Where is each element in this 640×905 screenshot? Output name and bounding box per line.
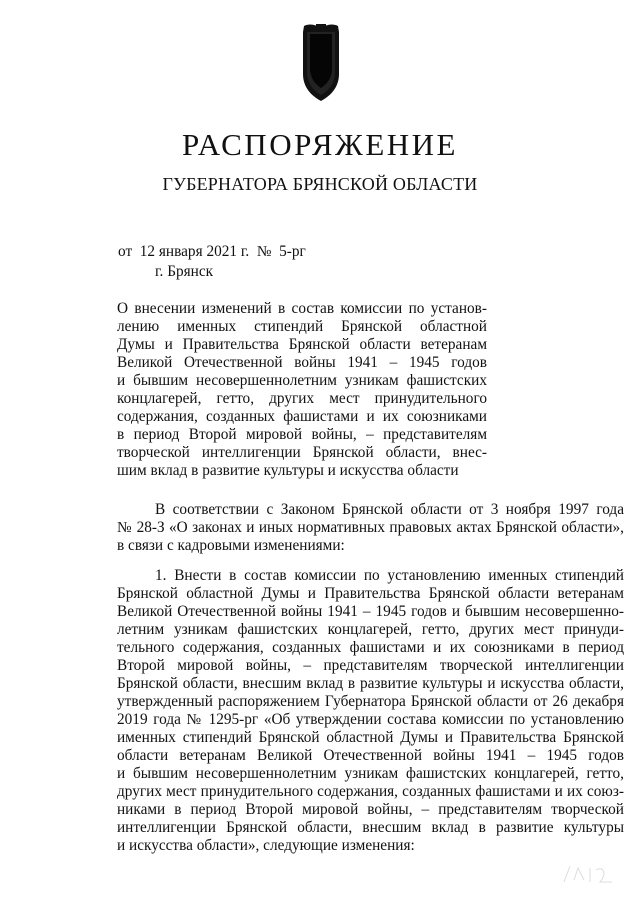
document-subtitle: ГУБЕРНАТОРА БРЯНСКОЙ ОБЛАСТИ xyxy=(162,174,478,194)
paragraph-item-1 xyxy=(117,567,624,855)
coat-of-arms-icon xyxy=(296,22,346,104)
paragraph-line: 2019 года № 1295-рг «Об утверждении состава комиссии по установлению xyxy=(117,711,624,728)
paragraph-line: летним узникам фашистских концлагерей, гетто, других мест принуди- xyxy=(117,621,624,638)
paragraph-line: № 28-З «О законах и иных нормативных правовых актах Брянской области», xyxy=(117,519,624,536)
document-subject xyxy=(117,300,487,480)
subject-line: шим вклад в развитие культуры и искусства области xyxy=(117,462,459,479)
subject-line: О внесении изменений в состав комиссии по установ- xyxy=(117,300,487,317)
subject-line: творческой интеллигенции Брянской области, внес- xyxy=(117,444,487,461)
subject-line: концлагерей, гетто, других мест принудительного xyxy=(117,390,487,407)
document-title: РАСПОРЯЖЕНИЕ xyxy=(182,127,458,162)
subject-line: Великой Отечественной войны 1941 – 1945 годов xyxy=(117,354,487,371)
paragraph-line: интеллигенции Брянской области, внесшим вклад в развитие культуры xyxy=(117,819,624,836)
paragraph-line: и бывшим несовершеннолетним узникам фашистских концлагерей, гетто, xyxy=(117,765,624,782)
scan-artifact-mark xyxy=(560,858,620,888)
paragraph-line: 1. Внести в состав комиссии по установлению именных стипендий xyxy=(155,567,624,584)
paragraph-line: области ветеранам Великой Отечественной войны 1941 – 1945 годов xyxy=(117,747,624,764)
subject-line: лению именных стипендий Брянской областной xyxy=(117,318,487,335)
subject-line: в период Второй мировой войны, – представителям xyxy=(117,426,487,443)
document-city: г. Брянск xyxy=(155,263,214,280)
paragraph-line: именных стипендий Брянской областной Думы и Правительства Брянской xyxy=(117,729,624,746)
subject-line: Думы и Правительства Брянской области ветеранам xyxy=(117,336,487,353)
paragraph-line: никами в период Второй мировой войны, – представителям творческой xyxy=(117,801,624,818)
paragraph-line: Великой Отечественной войны 1941 – 1945 годов и бывшим несовершенно- xyxy=(117,603,624,620)
paragraph-line: и искусства области», следующие изменения: xyxy=(117,837,415,854)
paragraph-line: других мест принудительного содержания, созданных фашистами и их союз- xyxy=(117,783,624,800)
paragraph-line: Брянской области, внесшим вклад в развитие культуры и искусства области, xyxy=(117,675,624,692)
document-date-number: от 12 января 2021 г. № 5-рг xyxy=(118,243,306,260)
paragraph-line: в связи с кадровыми изменениями: xyxy=(117,537,345,554)
paragraph-line: утвержденный распоряжением Губернатора Брянской области от 26 декабря xyxy=(117,693,624,710)
paragraph-line: Брянской областной Думы и Правительства Брянской области ветеранам xyxy=(117,585,624,602)
paragraph-line: Второй мировой войны, – представителям творческой интеллигенции xyxy=(117,657,624,674)
subject-line: содержания, созданных фашистами и их союзниками xyxy=(117,408,487,425)
paragraph-preamble xyxy=(117,501,624,555)
subject-line: и бывшим несовершеннолетним узникам фашистских xyxy=(117,372,487,389)
paragraph-line: тельного содержания, созданных фашистами и их союзниками в период xyxy=(117,639,624,656)
paragraph-line: В соответствии с Законом Брянской области от 3 ноября 1997 года xyxy=(155,501,624,518)
